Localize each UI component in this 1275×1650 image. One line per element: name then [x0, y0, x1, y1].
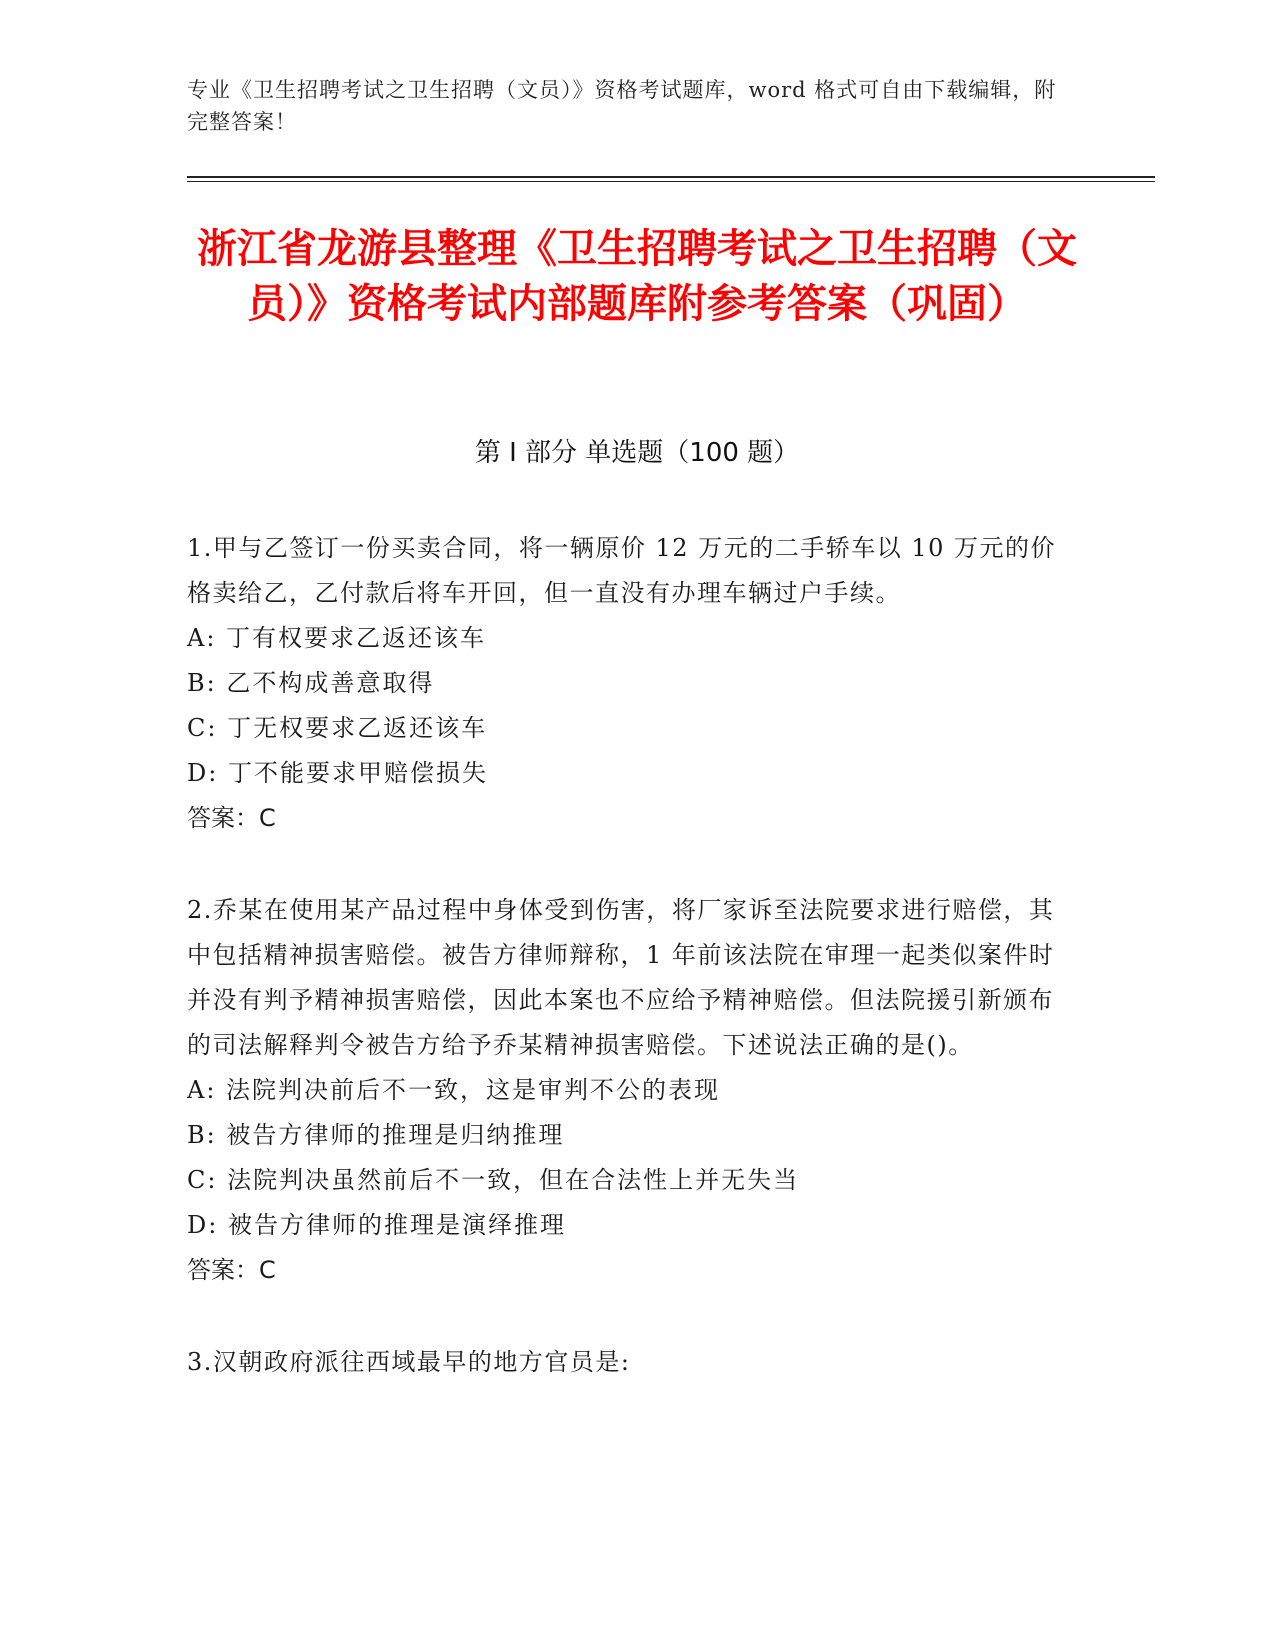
question-item: [187, 526, 1067, 841]
option-a: A: 法院判决前后不一致，这是审判不公的表现: [187, 1076, 721, 1104]
question-stem: 3.汉朝政府派往西域最早的地方官员是:: [187, 1348, 631, 1376]
question-item: [187, 888, 1067, 1293]
option-d: D: 被告方律师的推理是演绎推理: [187, 1211, 566, 1239]
option-b: B: 被告方律师的推理是归纳推理: [187, 1121, 565, 1149]
answer-label: 答案：C: [187, 804, 276, 832]
option-c: C: 法院判决虽然前后不一致，但在合法性上并无失当: [187, 1166, 800, 1194]
question-stem: 2.乔某在使用某产品过程中身体受到伤害，将厂家诉至法院要求进行赔偿，其中包括精神损害赔偿。被告方律师辩称，1 年前该法院在审理一起类似案件时并没有判予精神损害赔偿，因此本案也不应给予精神赔偿。但法院援引新颁布的司法解释判令被告方给予乔某精神损害赔偿。下述说法正确的是()。: [187, 896, 1055, 1059]
question-stem: 1.甲与乙签订一份买卖合同，将一辆原价 12 万元的二手轿车以 10 万元的价格卖给乙，乙付款后将车开回，但一直没有办理车辆过户手续。: [187, 534, 1056, 607]
header-note: 专业《卫生招聘考试之卫生招聘（文员）》资格考试题库，word 格式可自由下载编辑，附完整答案！: [187, 78, 1057, 134]
option-d: D: 丁不能要求甲赔偿损失: [187, 759, 488, 787]
option-b: B: 乙不构成善意取得: [187, 669, 435, 697]
section-heading: 第 I 部分 单选题（100 题）: [474, 438, 800, 468]
answer-label: 答案：C: [187, 1256, 276, 1284]
question-list: [187, 526, 1067, 1432]
option-c: C: 丁无权要求乙返还该车: [187, 714, 488, 742]
option-a: A: 丁有权要求乙返还该车: [187, 624, 487, 652]
question-item: [187, 1340, 1067, 1385]
header-divider: [187, 176, 1155, 182]
document-title: 浙江省龙游县整理《卫生招聘考试之卫生招聘（文员）》资格考试内部题库附参考答案（巩固）: [197, 226, 1077, 327]
